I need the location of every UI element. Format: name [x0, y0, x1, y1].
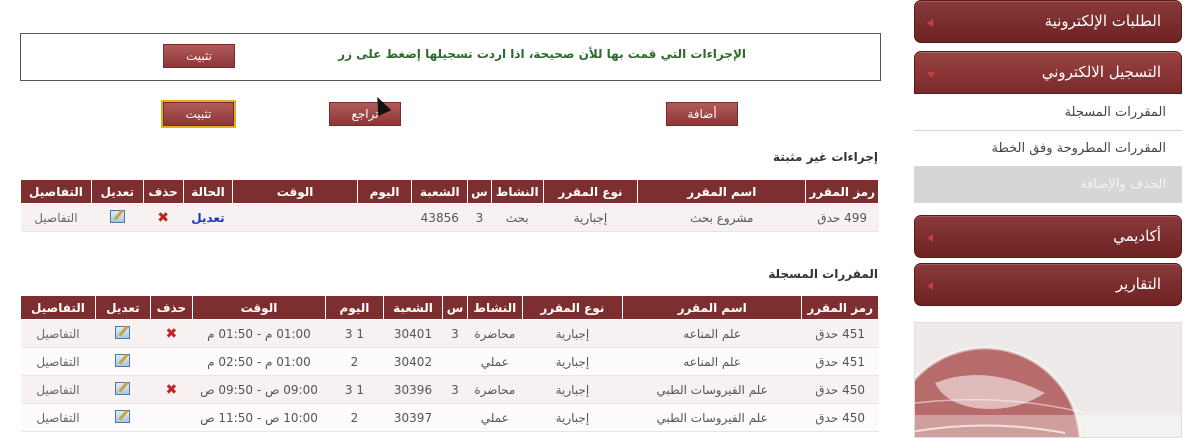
table-row: [21, 404, 879, 432]
pending-table: [20, 179, 879, 232]
course-type: إجبارية: [522, 320, 622, 348]
edit-icon[interactable]: [115, 410, 130, 423]
details-link[interactable]: التفاصيل: [34, 210, 78, 225]
confirm-button[interactable]: تثبيت: [163, 102, 234, 126]
globe-banner: [914, 322, 1182, 438]
table-row: [21, 320, 879, 348]
table-row: [21, 376, 879, 404]
column-header: الحالة: [183, 180, 233, 204]
course-time: 09:00 ص - 09:50 ص: [193, 376, 326, 404]
course-day: 2: [325, 348, 383, 376]
course-hours: [443, 348, 468, 376]
pending-section-title: إجراءات غير مثبتة: [773, 150, 878, 164]
details-link[interactable]: التفاصيل: [36, 326, 80, 341]
course-activity: عملي: [467, 348, 522, 376]
column-header: نوع المقرر: [543, 180, 638, 204]
course-type: إجبارية: [543, 204, 638, 232]
sidebar-item-label: التسجيل الالكتروني: [1041, 63, 1161, 81]
column-header: رمز المقرر: [802, 296, 879, 320]
registered-table: [20, 295, 879, 432]
column-header: س: [443, 296, 468, 320]
course-type: إجبارية: [522, 348, 622, 376]
column-header: التفاصيل: [21, 180, 92, 204]
column-header: الوقت: [193, 296, 326, 320]
column-header: اليوم: [357, 180, 412, 204]
notice-confirm-button[interactable]: تثبيت: [163, 44, 235, 68]
column-header: حذف: [150, 296, 192, 320]
registration-submenu: [914, 95, 1182, 203]
column-header: رمز المقرر: [806, 180, 879, 204]
registered-section-title: المقررات المسجلة: [768, 267, 878, 281]
column-header: نوع المقرر: [522, 296, 622, 320]
course-day: 1 3: [325, 376, 383, 404]
sidebar-item-electronic-requests[interactable]: [914, 0, 1182, 43]
course-type: إجبارية: [522, 404, 622, 432]
course-code: 451 حدق: [802, 348, 879, 376]
course-section: 43856: [412, 204, 468, 232]
course-activity: محاضرة: [467, 320, 522, 348]
course-time: 10:00 ص - 11:50 ص: [193, 404, 326, 432]
chevron-down-icon: [927, 72, 935, 78]
course-time: 01:00 م - 02:50 م: [193, 348, 326, 376]
edit-icon[interactable]: [115, 354, 130, 367]
delete-cell-empty: [150, 348, 192, 376]
column-header: اسم المقرر: [622, 296, 801, 320]
table-header-row: [21, 296, 879, 320]
course-section: 30402: [383, 348, 442, 376]
sidebar-item-electronic-registration[interactable]: [914, 51, 1182, 94]
course-hours: 3: [468, 204, 492, 232]
delete-icon[interactable]: ✖: [165, 381, 178, 398]
column-header: التفاصيل: [21, 296, 96, 320]
course-name: علم المناعه: [622, 348, 801, 376]
sidebar-item-label: الطلبات الإلكترونية: [1044, 12, 1161, 30]
column-header: تعديل: [91, 180, 143, 204]
edit-icon[interactable]: [115, 382, 130, 395]
course-code: 451 حدق: [802, 320, 879, 348]
add-button[interactable]: أضافة: [666, 102, 738, 126]
course-time: [233, 204, 357, 232]
submenu-item-add-drop[interactable]: [914, 167, 1182, 203]
undo-button[interactable]: تراجع: [329, 102, 401, 126]
sidebar-item-label: التقارير: [1115, 275, 1161, 293]
chevron-left-icon: [927, 234, 933, 242]
column-header: الشعبة: [412, 180, 468, 204]
details-link[interactable]: التفاصيل: [36, 354, 80, 369]
details-link[interactable]: التفاصيل: [36, 410, 80, 425]
column-header: حذف: [143, 180, 183, 204]
course-time: 01:00 م - 01:50 م: [193, 320, 326, 348]
course-day: [357, 204, 412, 232]
submenu-item-offered-courses[interactable]: [914, 131, 1182, 167]
course-section: 30397: [383, 404, 442, 432]
course-activity: بحث: [491, 204, 543, 232]
course-hours: [443, 404, 468, 432]
column-header: الشعبة: [383, 296, 442, 320]
course-code: 450 حدق: [802, 376, 879, 404]
column-header: تعديل: [95, 296, 150, 320]
table-row: [21, 204, 879, 232]
submenu-item-label: المقررات المسجلة: [1064, 105, 1166, 120]
course-day: 2: [325, 404, 383, 432]
course-code: 499 حدق: [806, 204, 879, 232]
notice-box: [20, 33, 881, 81]
column-header: س: [468, 180, 492, 204]
course-name: علم المناعه: [622, 320, 801, 348]
submenu-item-registered-courses[interactable]: [914, 95, 1182, 131]
course-name: مشروع بحث: [638, 204, 806, 232]
column-header: النشاط: [467, 296, 522, 320]
sidebar-item-reports[interactable]: [914, 263, 1182, 306]
column-header: الوقت: [233, 180, 357, 204]
table-header-row: [21, 180, 879, 204]
delete-icon[interactable]: ✖: [157, 209, 169, 226]
course-type: إجبارية: [522, 376, 622, 404]
course-hours: 3: [443, 376, 468, 404]
course-hours: 3: [443, 320, 468, 348]
course-section: 30401: [383, 320, 442, 348]
table-row: [21, 348, 879, 376]
course-name: علم الفيروسات الطبي: [622, 404, 801, 432]
course-activity: محاضرة: [467, 376, 522, 404]
submenu-item-label: المقررات المطروحة وفق الخطة: [991, 141, 1166, 156]
column-header: النشاط: [491, 180, 543, 204]
sidebar-item-academic[interactable]: [914, 215, 1182, 258]
status-link[interactable]: تعديل: [191, 210, 225, 225]
column-header: اليوم: [325, 296, 383, 320]
details-link[interactable]: التفاصيل: [36, 382, 80, 397]
sidebar: [914, 0, 1182, 438]
chevron-left-icon: [927, 19, 933, 27]
course-activity: عملي: [467, 404, 522, 432]
course-day: 1 3: [325, 320, 383, 348]
course-name: علم الفيروسات الطبي: [622, 376, 801, 404]
column-header: اسم المقرر: [638, 180, 806, 204]
delete-icon[interactable]: ✖: [165, 325, 178, 342]
globe-image: [915, 323, 1182, 438]
course-section: 30396: [383, 376, 442, 404]
delete-cell-empty: [150, 404, 192, 432]
edit-icon[interactable]: [110, 210, 125, 223]
submenu-item-label: الحذف والإضافة: [1080, 177, 1166, 192]
edit-icon[interactable]: [115, 326, 130, 339]
notice-text: الإجراءات التي قمت بها للأن صحيحة، اذا اردت تسجيلها إضغط على زر: [338, 47, 746, 61]
sidebar-item-label: أكاديمي: [1113, 227, 1161, 245]
chevron-left-icon: [927, 282, 933, 290]
course-code: 450 حدق: [802, 404, 879, 432]
